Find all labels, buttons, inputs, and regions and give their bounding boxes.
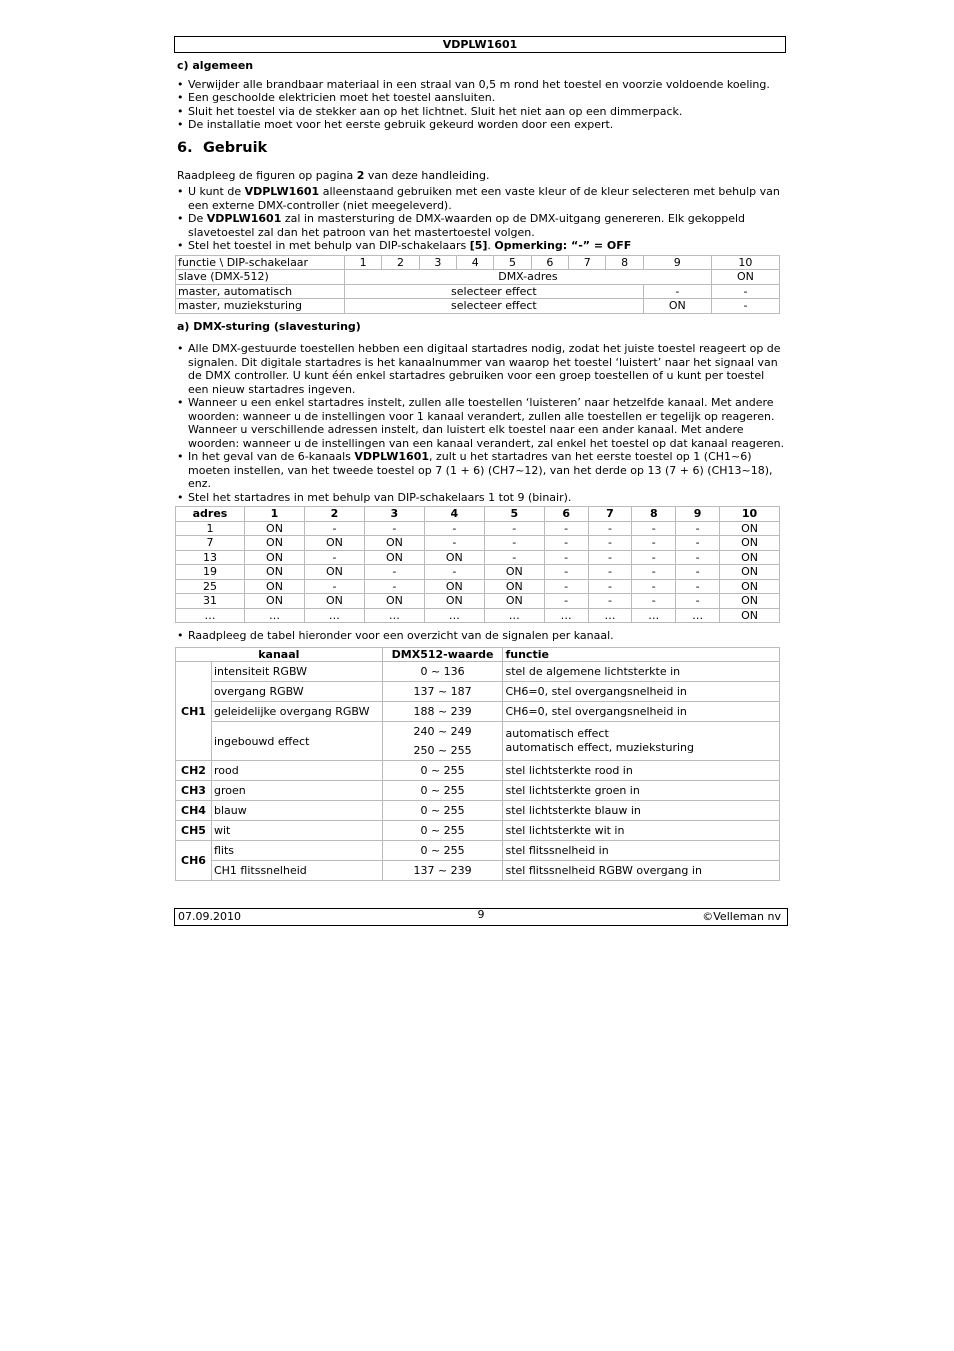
table-row — [176, 841, 780, 861]
table-cell: 0 ~ 255 — [382, 761, 503, 781]
table-header-cell: 7 — [588, 507, 632, 522]
table-row — [176, 702, 780, 722]
table-cell: - — [424, 565, 484, 580]
table-cell: ON — [245, 565, 305, 580]
channel-label: CH2 — [176, 761, 212, 781]
table-cell: ON — [720, 550, 780, 565]
list-item: • De installatie moet voor het eerste gebruik gekeurd worden door een expert. — [174, 118, 786, 132]
table-row — [176, 299, 780, 314]
channel-label: CH3 — [176, 781, 212, 801]
table-cell: 2 — [382, 255, 419, 270]
table-cell: - — [676, 521, 720, 536]
table-cell: geleidelijke overgang RGBW — [211, 702, 382, 722]
text: Raadpleeg de figuren op pagina — [177, 168, 357, 182]
table-cell: … — [364, 608, 424, 623]
table-cell: DMX-adres — [345, 270, 712, 285]
channel-table — [175, 647, 780, 882]
table-row — [176, 536, 780, 551]
table-cell: - — [544, 550, 588, 565]
table-cell: flits — [211, 841, 382, 861]
table-header-cell: 4 — [424, 507, 484, 522]
table-cell: selecteer effect — [345, 284, 644, 299]
text: . — [487, 239, 495, 252]
text-bold: 2 — [356, 168, 365, 182]
table-cell: ON — [720, 536, 780, 551]
table-cell: 0 ~ 255 — [382, 801, 503, 821]
section-6-list — [174, 185, 786, 253]
table-cell: ON — [720, 521, 780, 536]
table-cell: ON — [720, 594, 780, 609]
section-6-heading — [177, 140, 786, 157]
document-page — [174, 36, 786, 881]
section-c-heading: c) algemeen — [177, 59, 254, 72]
table-cell: 0 ~ 255 — [382, 821, 503, 841]
table-cell: - — [676, 579, 720, 594]
table-row — [176, 682, 780, 702]
table-cell: slave (DMX-512) — [176, 270, 345, 285]
table-cell: 188 ~ 239 — [382, 702, 503, 722]
table-cell: stel lichtsterkte rood in — [503, 761, 780, 781]
text: alleenstaand gebruiken met een vaste kleur of de kleur selecteren met behulp van een externe DMX-controller (niet meegeleverd). — [188, 185, 780, 212]
list-item: • Alle DMX-gestuurde toestellen hebben een digitaal startadres nodig, zodat het juiste toestel reageert op de signalen. Dit digitale startadres is het kanaalnummer van waarop het toestel ‘luistert’ naar het signaal van de DMX controller. U kunt één enkel startadres gebruiken voor een groep toestellen of u kunt per toestel een nieuw startadres ingeven. — [174, 342, 786, 396]
table-row — [176, 565, 780, 580]
text: van deze handleiding. — [364, 168, 490, 182]
section-title: Gebruik — [203, 139, 268, 156]
channel-label: CH5 — [176, 821, 212, 841]
list-item — [174, 450, 786, 491]
table-cell: ON — [304, 536, 364, 551]
table-cell: - — [304, 521, 364, 536]
text-bold: VDPLW1601 — [244, 185, 320, 198]
text: automatisch effect — [505, 727, 609, 740]
dip-switch-table — [175, 255, 780, 314]
table-row — [176, 821, 780, 841]
table-header-row — [176, 647, 780, 662]
channel-label: CH1 — [176, 662, 212, 761]
table-cell: CH1 flitssnelheid — [211, 861, 382, 881]
table-row — [176, 761, 780, 781]
text: , zult u het startadres van het eerste toestel op 1 (CH1~6) moeten instellen, van het tweede toestel op 7 (1 + 6) (CH7~12), van het derde op 13 (7 + 6) (CH13~18), enz. — [188, 450, 773, 490]
text: U kunt de — [188, 185, 245, 198]
table-cell: groen — [211, 781, 382, 801]
table-cell: ON — [304, 565, 364, 580]
table-cell: stel lichtsterkte groen in — [503, 781, 780, 801]
table-cell: ON — [304, 594, 364, 609]
table-header-row — [176, 255, 780, 270]
table-cell: 9 — [643, 255, 711, 270]
table-cell: 19 — [176, 565, 245, 580]
section-6-intro — [177, 169, 786, 183]
table-header-cell: 3 — [364, 507, 424, 522]
table-cell: 8 — [606, 255, 643, 270]
table-cell: - — [632, 579, 676, 594]
section-c-list — [174, 78, 786, 132]
table-cell: 5 — [494, 255, 531, 270]
table-cell: ON — [424, 550, 484, 565]
table-cell: - — [676, 550, 720, 565]
table-cell: 137 ~ 187 — [382, 682, 503, 702]
list-item — [174, 239, 786, 253]
table-cell: … — [544, 608, 588, 623]
table-cell: ON — [424, 594, 484, 609]
table-cell: 25 — [176, 579, 245, 594]
table-cell: … — [484, 608, 544, 623]
table-cell: … — [304, 608, 364, 623]
table-cell: … — [176, 608, 245, 623]
text-bold: [5] — [469, 239, 488, 252]
table-cell: blauw — [211, 801, 382, 821]
table-row — [176, 722, 780, 742]
table-cell: ON — [364, 594, 424, 609]
table-cell: - — [544, 521, 588, 536]
table-header-cell: 1 — [245, 507, 305, 522]
table-cell: ON — [245, 536, 305, 551]
table-cell: 137 ~ 239 — [382, 861, 503, 881]
table-cell: 7 — [569, 255, 606, 270]
table-header-cell: 10 — [720, 507, 780, 522]
table-cell: 4 — [457, 255, 494, 270]
table-header-cell: 2 — [304, 507, 364, 522]
table-row — [176, 284, 780, 299]
table-cell: - — [711, 299, 779, 314]
table-cell: - — [424, 521, 484, 536]
table-cell: … — [424, 608, 484, 623]
table-cell: - — [364, 521, 424, 536]
table-row — [176, 781, 780, 801]
table-cell: - — [588, 579, 632, 594]
table-cell: master, muzieksturing — [176, 299, 345, 314]
table-cell: CH6=0, stel overgangsnelheid in — [503, 682, 780, 702]
table-row — [176, 861, 780, 881]
table-cell: - — [364, 565, 424, 580]
table-cell: - — [643, 284, 711, 299]
table-cell: - — [304, 550, 364, 565]
table-cell: - — [632, 521, 676, 536]
list-item — [174, 212, 786, 239]
page-number: 9 — [477, 908, 485, 921]
table-cell: overgang RGBW — [211, 682, 382, 702]
table-header-cell: functie — [503, 647, 780, 662]
table-cell: ON — [484, 565, 544, 580]
section-number: 6. — [177, 139, 193, 156]
table-cell: … — [676, 608, 720, 623]
table-cell: stel flitssnelheid in — [503, 841, 780, 861]
table-cell: stel de algemene lichtsterkte in — [503, 662, 780, 682]
table-cell: 1 — [176, 521, 245, 536]
table-cell: - — [424, 536, 484, 551]
table-cell: ON — [245, 550, 305, 565]
list-item: • Een geschoolde elektricien moet het toestel aansluiten. — [174, 91, 786, 105]
table-cell: ON — [424, 579, 484, 594]
list-item: • Sluit het toestel via de stekker aan op het lichtnet. Sluit het niet aan op een dimmerpack. — [174, 105, 786, 119]
table-header-cell: adres — [176, 507, 245, 522]
table-cell: ON — [643, 299, 711, 314]
table-cell: - — [544, 536, 588, 551]
list-item: • Verwijder alle brandbaar materiaal in een straal van 0,5 m rond het toestel en voorzie voldoende koeling. — [174, 78, 786, 92]
table-header-cell: 8 — [632, 507, 676, 522]
channel-label: CH4 — [176, 801, 212, 821]
footer-company: ©Velleman nv — [702, 910, 781, 923]
table-header-cell: DMX512-waarde — [382, 647, 503, 662]
table-cell: ON — [245, 579, 305, 594]
table-cell: ON — [484, 594, 544, 609]
table-cell: ON — [364, 550, 424, 565]
table-cell: - — [588, 550, 632, 565]
table-row — [176, 270, 780, 285]
table-cell: - — [544, 594, 588, 609]
table-cell: stel lichtsterkte blauw in — [503, 801, 780, 821]
table-cell: ON — [720, 579, 780, 594]
list-item: • Stel het startadres in met behulp van DIP-schakelaars 1 tot 9 (binair). — [174, 491, 786, 505]
table-cell: ON — [720, 565, 780, 580]
table-cell: ON — [364, 536, 424, 551]
table-cell: intensiteit RGBW — [211, 662, 382, 682]
section-a-heading: a) DMX-sturing (slavesturing) — [177, 319, 361, 333]
table-header-cell: 5 — [484, 507, 544, 522]
address-table-body — [176, 521, 780, 623]
table-cell: - — [676, 594, 720, 609]
text-bold: Opmerking: “-” = OFF — [494, 239, 632, 252]
table-cell: 0 ~ 255 — [382, 841, 503, 861]
text: zal in mastersturing de DMX-waarden op de DMX-uitgang genereren. Elk gekoppeld slavetoestel zal dan het patroon van het mastertoestel volgen. — [188, 212, 746, 239]
text: Stel het toestel in met behulp van DIP-schakelaars — [188, 239, 470, 252]
table-row — [176, 521, 780, 536]
list-item: • Raadpleeg de tabel hieronder voor een overzicht van de signalen per kanaal. — [174, 629, 786, 643]
text-bold: VDPLW1601 — [354, 450, 430, 463]
table-cell: - — [364, 579, 424, 594]
table-cell: wit — [211, 821, 382, 841]
table-cell: 1 — [345, 255, 382, 270]
table-cell: - — [676, 536, 720, 551]
section-a-list — [174, 342, 786, 504]
table-cell: - — [676, 565, 720, 580]
table-cell: 250 ~ 255 — [382, 741, 503, 761]
channel-intro-list — [174, 629, 786, 643]
table-cell: - — [304, 579, 364, 594]
text: automatisch effect, muzieksturing — [505, 741, 694, 754]
table-cell: stel lichtsterkte wit in — [503, 821, 780, 841]
table-row — [176, 662, 780, 682]
table-header-cell: 9 — [676, 507, 720, 522]
table-cell: master, automatisch — [176, 284, 345, 299]
table-cell: 0 ~ 136 — [382, 662, 503, 682]
table-cell: 3 — [419, 255, 456, 270]
page-footer — [174, 908, 788, 926]
table-cell: - — [588, 594, 632, 609]
table-cell: ON — [720, 608, 780, 623]
page-header: VDPLW1601 — [174, 36, 786, 53]
table-cell: functie \ DIP-schakelaar — [176, 255, 345, 270]
table-cell: 6 — [531, 255, 568, 270]
text: In het geval van de 6-kanaals — [188, 450, 355, 463]
table-header-cell: 6 — [544, 507, 588, 522]
table-cell: 240 ~ 249 — [382, 722, 503, 742]
table-cell: CH6=0, stel overgangsnelheid in — [503, 702, 780, 722]
table-cell: 0 ~ 255 — [382, 781, 503, 801]
table-header-row — [176, 507, 780, 522]
table-cell: - — [484, 536, 544, 551]
table-cell: ON — [245, 521, 305, 536]
table-cell: 7 — [176, 536, 245, 551]
table-cell — [503, 722, 780, 761]
footer-date: 07.09.2010 — [178, 910, 241, 923]
table-row — [176, 550, 780, 565]
table-header-cell: kanaal — [176, 647, 383, 662]
table-cell: 31 — [176, 594, 245, 609]
table-cell: … — [632, 608, 676, 623]
table-cell: ON — [711, 270, 779, 285]
address-table — [175, 506, 780, 623]
table-cell: - — [632, 550, 676, 565]
table-cell: - — [632, 594, 676, 609]
channel-label: CH6 — [176, 841, 212, 881]
table-cell: 10 — [711, 255, 779, 270]
table-cell: rood — [211, 761, 382, 781]
text: De — [188, 212, 207, 225]
table-cell: 13 — [176, 550, 245, 565]
table-cell: - — [544, 565, 588, 580]
table-cell: … — [245, 608, 305, 623]
table-cell: ON — [484, 579, 544, 594]
table-cell: - — [544, 579, 588, 594]
table-cell: - — [632, 565, 676, 580]
table-cell: ON — [245, 594, 305, 609]
table-cell: … — [588, 608, 632, 623]
table-cell: stel flitssnelheid RGBW overgang in — [503, 861, 780, 881]
table-row — [176, 594, 780, 609]
table-row — [176, 801, 780, 821]
table-cell: - — [632, 536, 676, 551]
table-row — [176, 608, 780, 623]
table-cell: - — [588, 565, 632, 580]
table-cell: - — [588, 536, 632, 551]
list-item: • Wanneer u een enkel startadres instelt, zullen alle toestellen ‘luisteren’ naar hetzelfde kanaal. Met andere woorden: wanneer u de instellingen voor 1 kanaal verandert, zullen alle toestellen er tegelijk op reageren. Wanneer u verschillende adressen instelt, dan luistert elk toestel naar een ander kanaal. Met andere woorden: wanneer u de instellingen van een kanaal verandert, zal enkel het toestel op dat kanaal reageren. — [174, 396, 786, 450]
table-cell: ingebouwd effect — [211, 722, 382, 761]
table-cell: - — [484, 550, 544, 565]
list-item — [174, 185, 786, 212]
table-cell: - — [588, 521, 632, 536]
table-cell: - — [711, 284, 779, 299]
text-bold: VDPLW1601 — [206, 212, 282, 225]
table-cell: - — [484, 521, 544, 536]
table-cell: selecteer effect — [345, 299, 644, 314]
table-row — [176, 579, 780, 594]
